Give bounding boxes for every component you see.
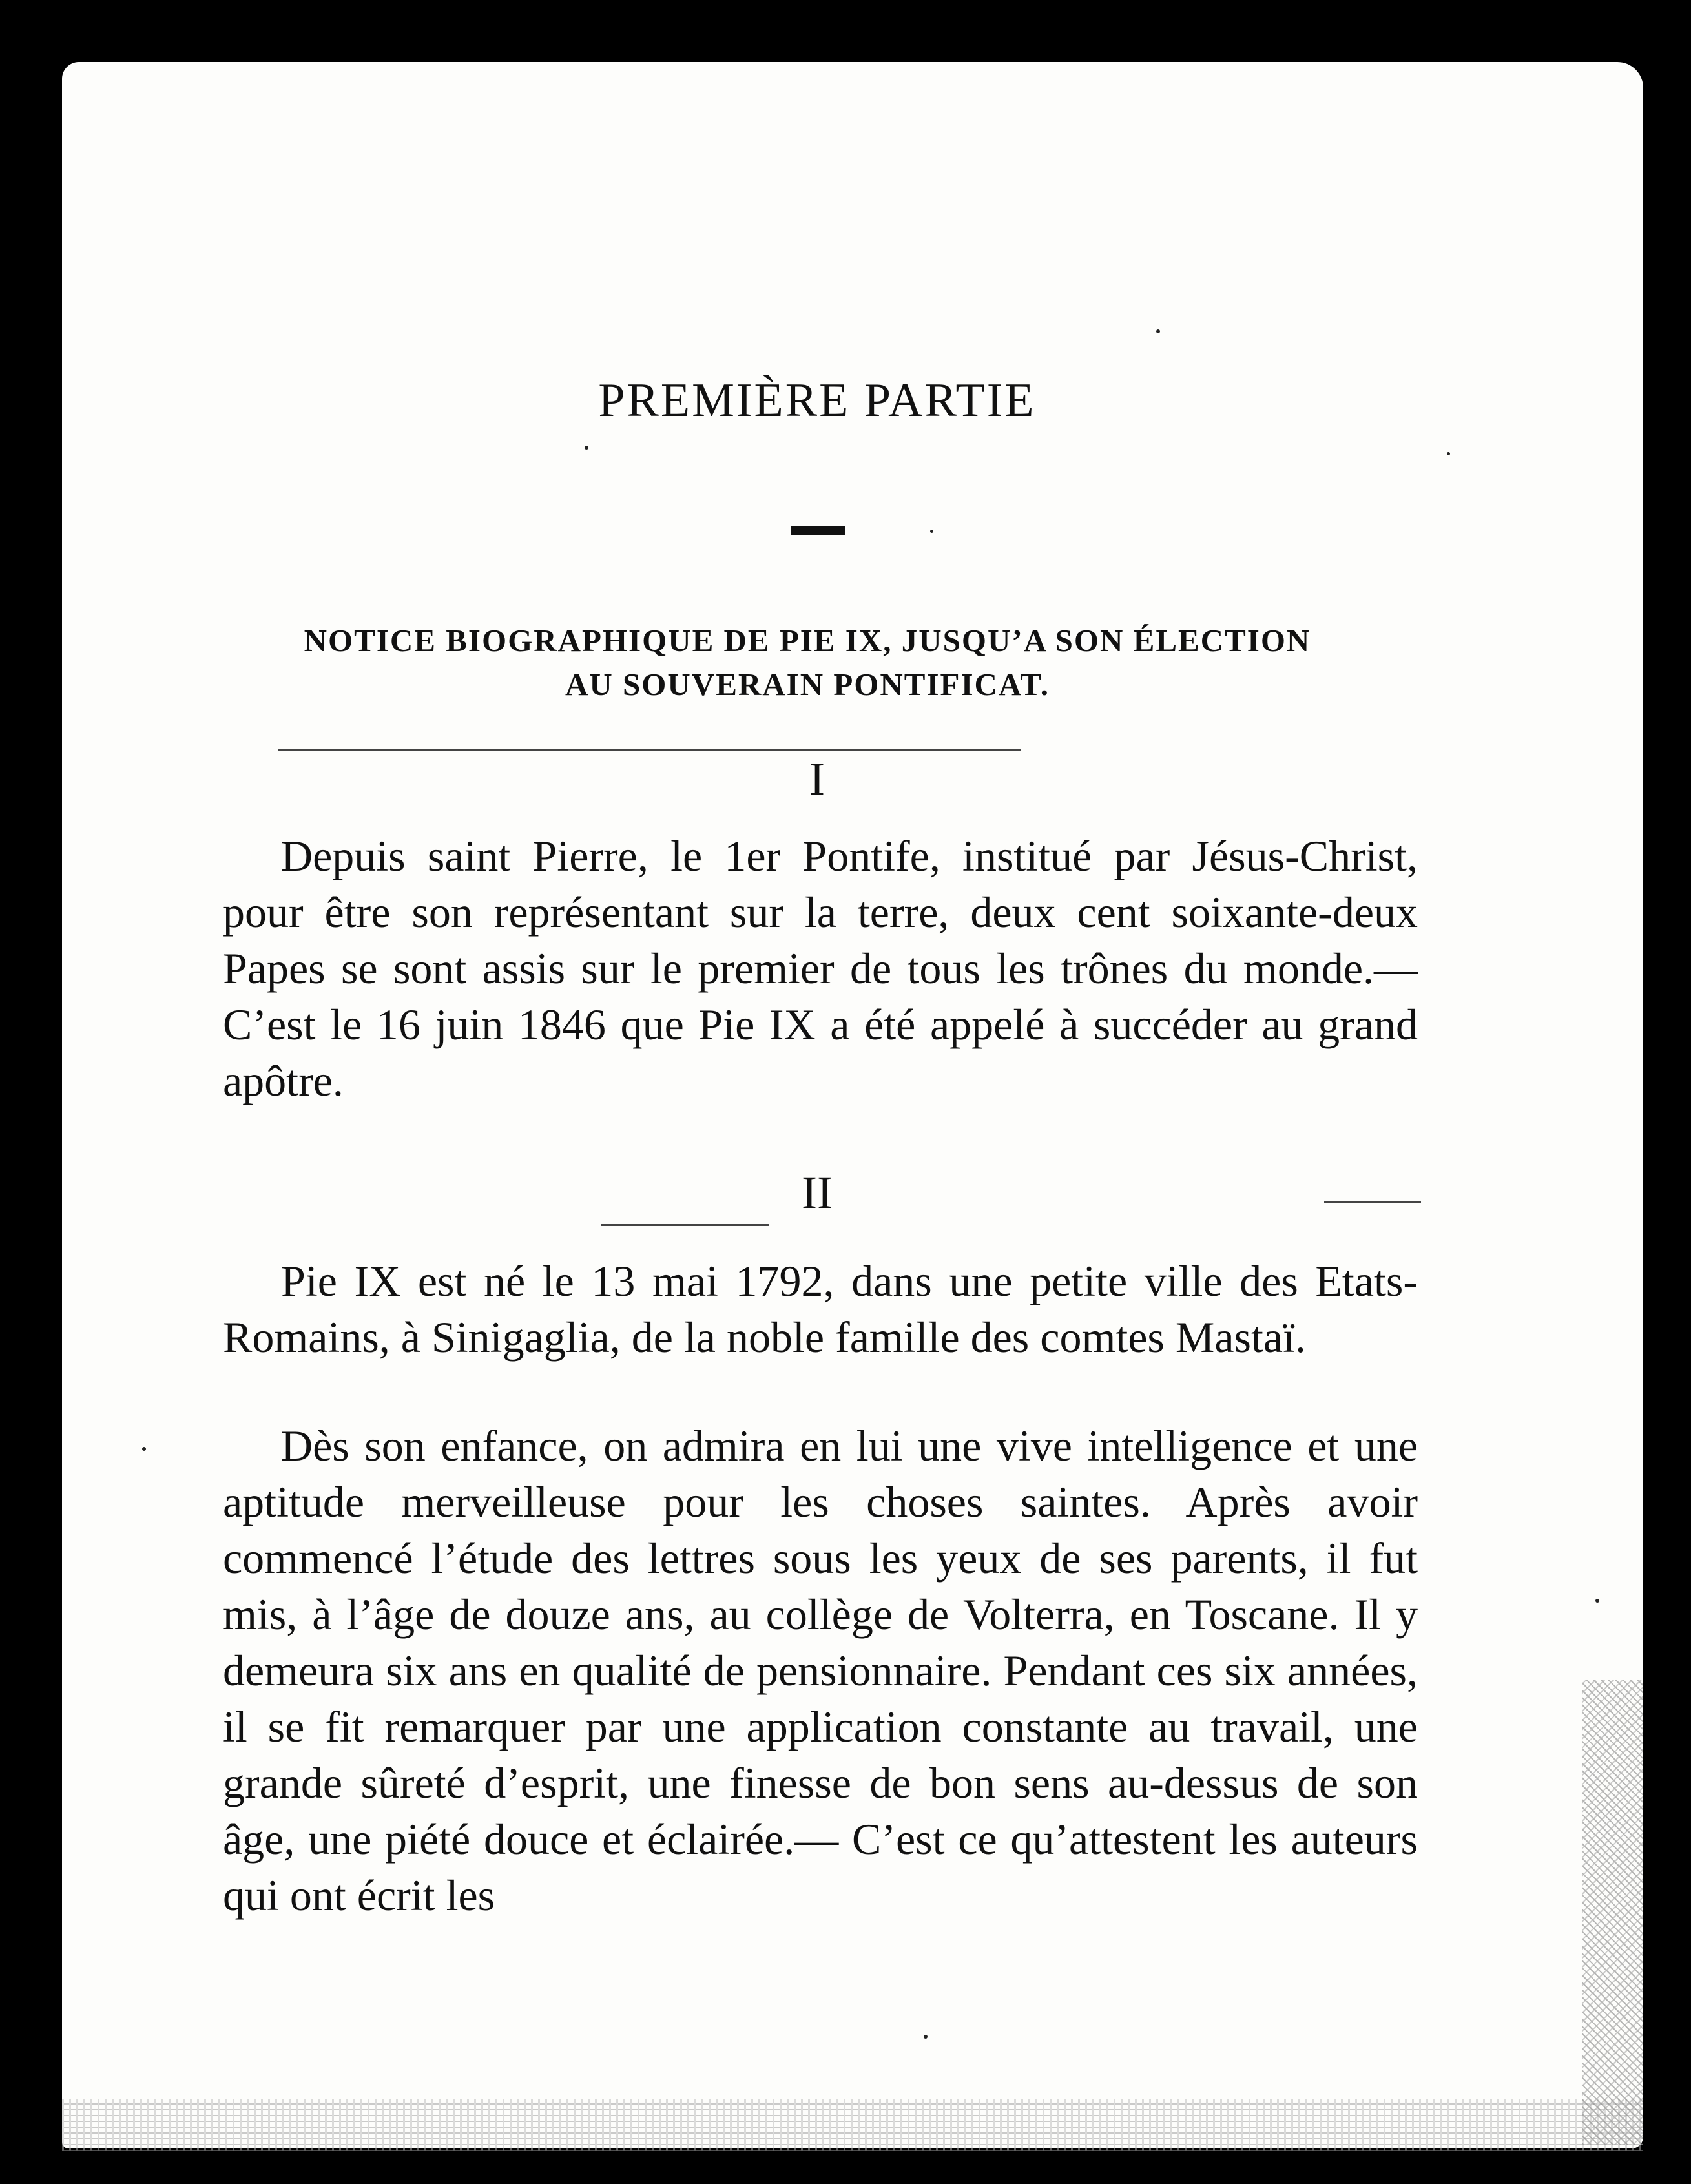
chapter-heading-line: NOTICE BIOGRAPHIQUE DE PIE IX, JUSQU’A SON ÉLECTION	[304, 623, 1311, 658]
paragraph: Pie IX est né le 13 mai 1792, dans une petite ville des Etats-Romains, à Sinigaglia, de la noble famille des comtes Mastaï.	[223, 1256, 1418, 1362]
title-rule	[791, 526, 846, 535]
paragraph: Depuis saint Pierre, le 1er Pontife, institué par Jésus-Christ, pour être son représentant sur la terre, deux cent soixante-deux Papes se sont assis sur le premier de tous les trônes du monde.—C’est le 16 juin 1846 que Pie IX a été appelé à succéder au grand apôtre.	[223, 831, 1418, 1105]
binding-stitch	[0, 1463, 58, 1481]
binding-stitch	[0, 1844, 58, 1862]
page-speck	[1447, 452, 1450, 455]
part-title: PREMIÈRE PARTIE	[598, 374, 1036, 427]
page-speck	[930, 530, 933, 533]
chapter-heading	[194, 619, 1421, 707]
page-edge-wear	[1582, 1680, 1643, 2145]
page-speck	[585, 446, 588, 450]
page-speck	[924, 2035, 928, 2039]
paragraph: Dès son enfance, on admira en lui une vive intelligence et une aptitude merveilleuse pour les choses saintes. Après avoir commencé l’étude des lettres sous les yeux de ses parents, il fut mis, à l’âge de douze ans, au collège de Volterra, en Toscane. Il y demeura six ans en qualité de pensionnaire. Pendant ces six années, il se fit remarquer par une application constante au travail, une grande sûreté d’esprit, une finesse de bon sens au-dessus de son âge, une piété douce et éclairée.— C’est ce qu’attestent les auteurs qui ont écrit les	[223, 1421, 1418, 1920]
section-number: II	[802, 1167, 833, 1218]
page-speck	[1156, 329, 1160, 333]
page-speck	[1595, 1599, 1599, 1603]
chapter-heading-line: AU SOUVERAIN PONTIFICAT.	[565, 667, 1050, 702]
section-number: I	[809, 753, 825, 805]
binding-stitch	[0, 304, 58, 322]
page-speck	[142, 1447, 146, 1451]
section-rule	[278, 749, 1021, 751]
section-rule	[1324, 1201, 1421, 1203]
page-edge-wear	[62, 2099, 1643, 2151]
section-rule	[601, 1224, 769, 1226]
binding-stitch	[0, 685, 58, 703]
